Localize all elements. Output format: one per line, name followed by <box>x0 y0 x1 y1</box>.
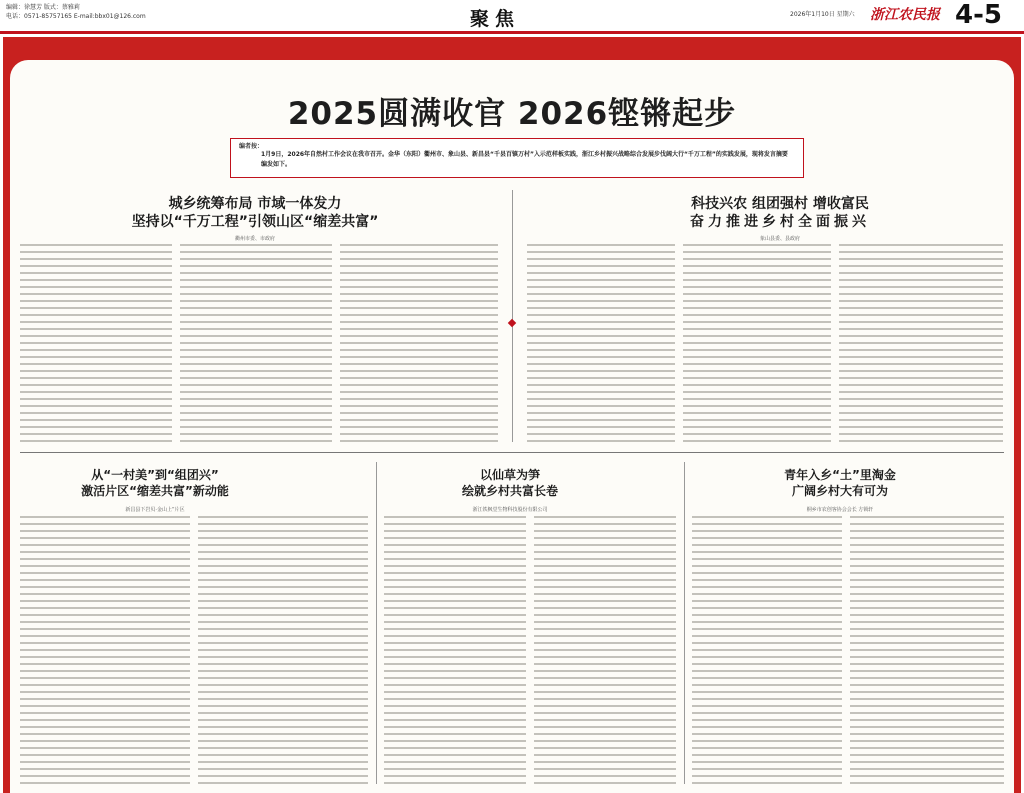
story-4-title-line-1: 以仙草为笋 <box>479 468 540 482</box>
story-3-title-line-1: 从“一村美”到“组团兴” <box>91 468 219 482</box>
story-1-text-column <box>340 244 498 442</box>
story-3-text-column <box>20 516 190 784</box>
story-5-title-line-1: 青年入乡“土”里淘金 <box>784 468 896 482</box>
story-1-text-column <box>20 244 172 442</box>
story-3-byline: 新昌县下岩贝·金山上“片区 <box>125 507 185 513</box>
story-1-title-line-1: 城乡统筹布局 市域一体发力 <box>168 196 342 212</box>
section-divider <box>20 452 1004 453</box>
header-contact <box>6 3 146 21</box>
top-column-divider <box>512 190 513 442</box>
editor-credit: 编辑：徐慧芳 版式：蔡雅莉 <box>6 4 80 11</box>
story-3-title-line-2: 激活片区“缩差共富”新动能 <box>81 484 229 498</box>
page-number: 4-5 <box>955 0 1002 30</box>
story-5-text-column <box>850 516 1004 784</box>
story-4-text-column <box>384 516 526 784</box>
main-headline: 2025圆满收官 2026铿锵起步 <box>287 96 737 132</box>
story-2-title-line-1: 科技兴农 组团强村 增收富民 <box>691 196 869 212</box>
story-2-text-column <box>839 244 1003 442</box>
story-2-text-column <box>683 244 831 442</box>
issue-date: 2026年1月10日 星期六 <box>790 11 855 18</box>
story-1-text-column <box>180 244 332 442</box>
story-3-text-column <box>198 516 368 784</box>
page-header <box>0 0 1024 30</box>
section-title: 聚焦 <box>470 8 521 30</box>
header-rule <box>0 31 1024 34</box>
story-4-title-line-2: 绘就乡村共富长卷 <box>461 484 558 498</box>
bottom-divider-2 <box>684 462 685 784</box>
story-2-byline: 象山县委、县政府 <box>759 236 800 242</box>
story-5-text-column <box>692 516 842 784</box>
editor-note-box <box>230 138 804 178</box>
story-4-text-column <box>534 516 676 784</box>
story-2-text-column <box>527 244 675 442</box>
story-2-title-line-2: 奋力推进乡村全面振兴 <box>690 214 870 230</box>
paper-name: 浙江农民报 <box>870 7 940 23</box>
bottom-divider-1 <box>376 462 377 784</box>
story-5-byline: 桐乡市农创客协会会长 方锁轩 <box>806 507 874 513</box>
contact-info: 电话：0571-85757165 E-mail:bbx01@126.com <box>6 13 146 20</box>
editor-note-text: 1月9日，2026年自然村工作会议在我市召开。金华（东阳）衢州市、象山县、新昌县“千县百镇万村”入示范样板实践，浙江乡村振兴战略综合发展步伐阔大行“千万工程”的实践发展，现将发言摘要编发如下。 <box>261 151 788 168</box>
story-1-byline: 衢州市委、市政府 <box>234 236 275 242</box>
editor-note-label: 编者按： <box>239 143 264 150</box>
story-4-byline: 浙江铁枫堂生物科技股份有限公司 <box>472 507 548 513</box>
story-5-title-line-2: 广阔乡村大有可为 <box>791 484 888 498</box>
story-1-title-line-2: 坚持以“千万工程”引领山区“缩差共富” <box>131 214 379 230</box>
